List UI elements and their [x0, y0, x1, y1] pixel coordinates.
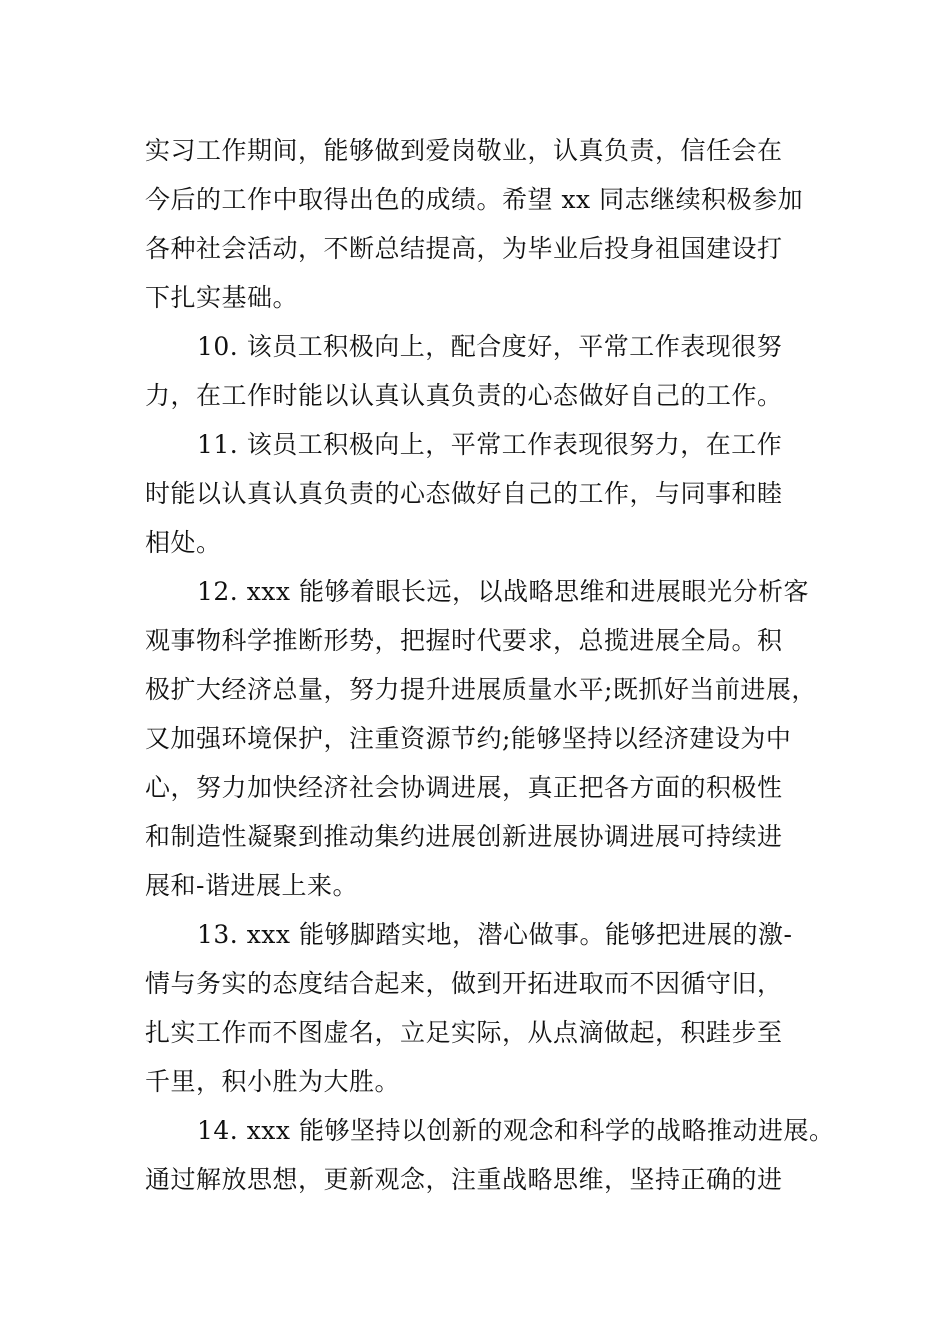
text-line: 情与务实的态度结合起来，做到开拓进取而不因循守旧，: [145, 969, 783, 998]
paragraph-item-14: [145, 1106, 835, 1204]
paragraph-item-12: [145, 567, 835, 910]
text-line: 各种社会活动，不断总结提高，为毕业后投身祖国建设打: [145, 234, 783, 263]
text-line: 时能以认真认真负责的心态做好自己的工作，与同事和睦: [145, 479, 783, 508]
text-line: 观事物科学推断形势，把握时代要求，总揽进展全局。积: [145, 626, 783, 655]
text-line: 心，努力加快经济社会协调进展，真正把各方面的积极性: [145, 773, 783, 802]
text-line: 千里，积小胜为大胜。: [145, 1067, 401, 1096]
paragraph-item-11: [145, 420, 835, 567]
text-line: 14. xxx 能够坚持以创新的观念和科学的战略推动进展。: [197, 1116, 835, 1145]
text-line: 11. 该员工积极向上，平常工作表现很努力，在工作: [197, 430, 783, 459]
paragraph-item-10: [145, 322, 835, 420]
text-line: 又加强环境保护，注重资源节约;能够坚持以经济建设为中: [145, 724, 792, 753]
text-line: 和制造性凝聚到推动集约进展创新进展协调进展可持续进: [145, 822, 783, 851]
text-line: 10. 该员工积极向上，配合度好，平常工作表现很努: [197, 332, 783, 361]
text-line: 力，在工作时能以认真认真负责的心态做好自己的工作。: [145, 381, 783, 410]
text-line: 实习工作期间，能够做到爱岗敬业，认真负责，信任会在: [145, 136, 783, 165]
text-line: 扎实工作而不图虚名，立足实际，从点滴做起，积跬步至: [145, 1018, 783, 1047]
text-line: 通过解放思想，更新观念，注重战略思维，坚持正确的进: [145, 1165, 783, 1194]
text-line: 相处。: [145, 528, 222, 557]
paragraph-intro-continuation: [145, 126, 835, 322]
text-line: 展和-谐进展上来。: [145, 871, 358, 900]
text-line: 下扎实基础。: [145, 283, 299, 312]
text-line: 极扩大经济总量，努力提升进展质量水平;既抓好当前进展，: [145, 675, 817, 704]
document-body: [145, 126, 835, 1204]
text-line: 今后的工作中取得出色的成绩。希望 xx 同志继续积极参加: [145, 185, 804, 214]
text-line: 13. xxx 能够脚踏实地，潜心做事。能够把进展的激-: [197, 920, 793, 949]
paragraph-item-13: [145, 910, 835, 1106]
text-line: 12. xxx 能够着眼长远，以战略思维和进展眼光分析客: [197, 577, 809, 606]
